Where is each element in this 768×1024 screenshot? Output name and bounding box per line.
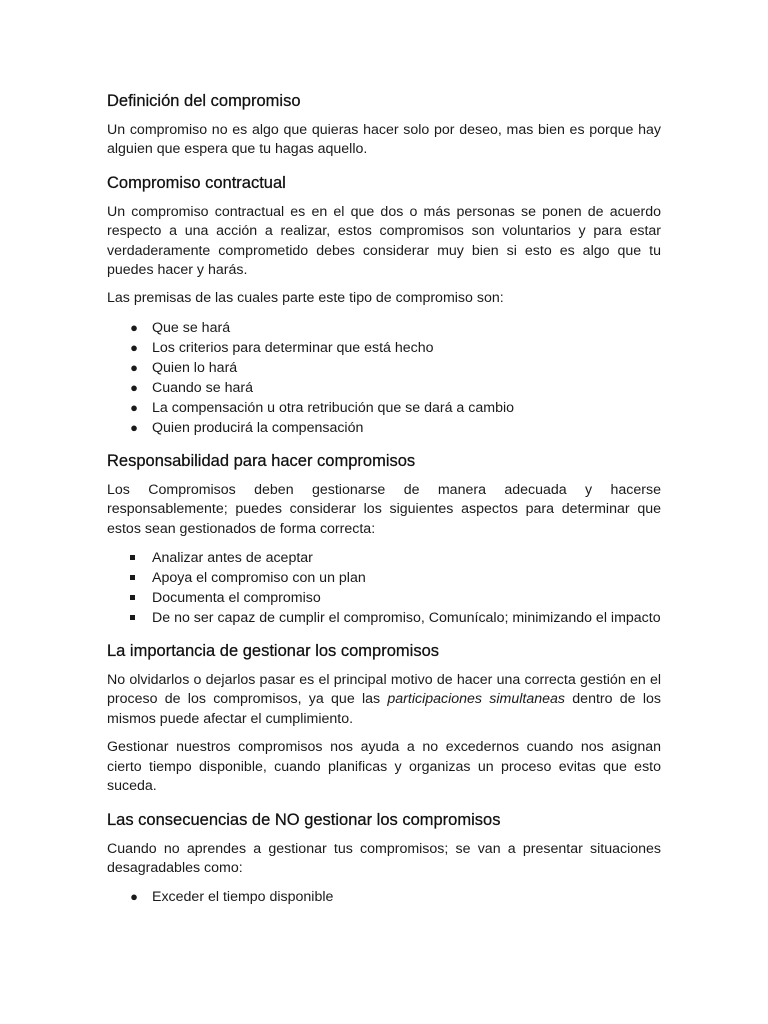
list-premisas xyxy=(107,318,661,438)
paragraph-text: No olvidarlos o dejarlos pasar es el principal motivo de hacer una correcta gestión en el proceso de los compromisos, ya que las xyxy=(107,672,661,708)
list-item xyxy=(107,418,661,438)
list-item-text: Analizar antes de aceptar xyxy=(152,550,313,567)
paragraph-consecuencias: Cuando no aprendes a gestionar tus compromisos; se van a presentar situaciones desagradables como: xyxy=(107,840,661,876)
list-item-text: Los criterios para determinar que está hecho xyxy=(152,339,434,356)
heading-definicion: Definición del compromiso xyxy=(107,92,301,110)
paragraph-gestionar: Gestionar nuestros compromisos nos ayuda a no excedernos cuando nos asignan cierto tiempo disponible, cuando planificas y organizas un proceso evitas que esto suceda. xyxy=(107,739,661,795)
square-bullet-icon xyxy=(130,555,135,560)
list-item-text: Que se hará xyxy=(152,319,231,336)
list-item xyxy=(107,887,661,907)
square-bullet-icon xyxy=(130,615,135,620)
paragraph-contractual: Un compromiso contractual es en el que dos o más personas se ponen de acuerdo respecto a una acción a realizar, estos compromisos son voluntarios y para estar verdaderamente comprometido debes considerar muy bien si esto es algo que tu puedes hacer y harás. xyxy=(107,203,661,279)
list-item xyxy=(107,608,661,628)
list-item-text: Documenta el compromiso xyxy=(152,590,321,607)
list-item xyxy=(107,588,661,608)
list-item-text: Apoya el compromiso con un plan xyxy=(152,570,366,587)
heading-consecuencias: Las consecuencias de NO gestionar los compromisos xyxy=(107,810,501,829)
bullet-icon: ● xyxy=(130,339,138,355)
list-item-text: Exceder el tiempo disponible xyxy=(152,889,334,906)
heading-contractual: Compromiso contractual xyxy=(107,173,286,192)
list-item-text: Cuando se hará xyxy=(152,379,253,396)
bullet-icon: ● xyxy=(130,319,138,335)
bullet-icon: ● xyxy=(130,379,138,395)
list-item xyxy=(107,318,661,338)
heading-importancia: La importancia de gestionar los compromisos xyxy=(107,642,439,661)
list-item xyxy=(107,338,661,358)
bullet-icon: ● xyxy=(130,889,138,905)
italic-text: participaciones simultaneas xyxy=(387,691,566,708)
list-item xyxy=(107,358,661,378)
list-item-text: La compensación u otra retribución que se dará a cambio xyxy=(152,399,514,416)
bullet-icon: ● xyxy=(130,419,138,435)
square-bullet-icon xyxy=(130,575,135,580)
list-item xyxy=(107,398,661,418)
list-item-text: Quien producirá la compensación xyxy=(152,419,364,436)
list-consecuencias xyxy=(107,887,661,907)
paragraph-text: dentro de los mismos puede afectar el cumplimiento. xyxy=(107,691,661,727)
paragraph-premisas: Las premisas de las cuales parte este tipo de compromiso son: xyxy=(107,290,504,307)
square-bullet-icon xyxy=(130,595,135,600)
paragraph-importancia xyxy=(107,671,661,729)
list-item-text: Quien lo hará xyxy=(152,359,238,376)
list-item xyxy=(107,548,661,568)
list-item-text: De no ser capaz de cumplir el compromiso, Comunícalo; minimizando el impacto xyxy=(152,610,661,627)
bullet-icon: ● xyxy=(130,399,138,415)
paragraph-definicion: Un compromiso no es algo que quieras hacer solo por deseo, mas bien es porque hay alguien que espera que tu hagas aquello. xyxy=(107,122,661,158)
document-page xyxy=(107,90,661,915)
list-item xyxy=(107,378,661,398)
list-item xyxy=(107,568,661,588)
bullet-icon: ● xyxy=(130,359,138,375)
heading-responsabilidad: Responsabilidad para hacer compromisos xyxy=(107,451,416,470)
list-aspectos xyxy=(107,548,661,628)
paragraph-responsabilidad: Los Compromisos deben gestionarse de manera adecuada y hacerse responsablemente; puedes considerar los siguientes aspectos para determinar que estos sean gestionados de forma correcta: xyxy=(107,481,661,537)
